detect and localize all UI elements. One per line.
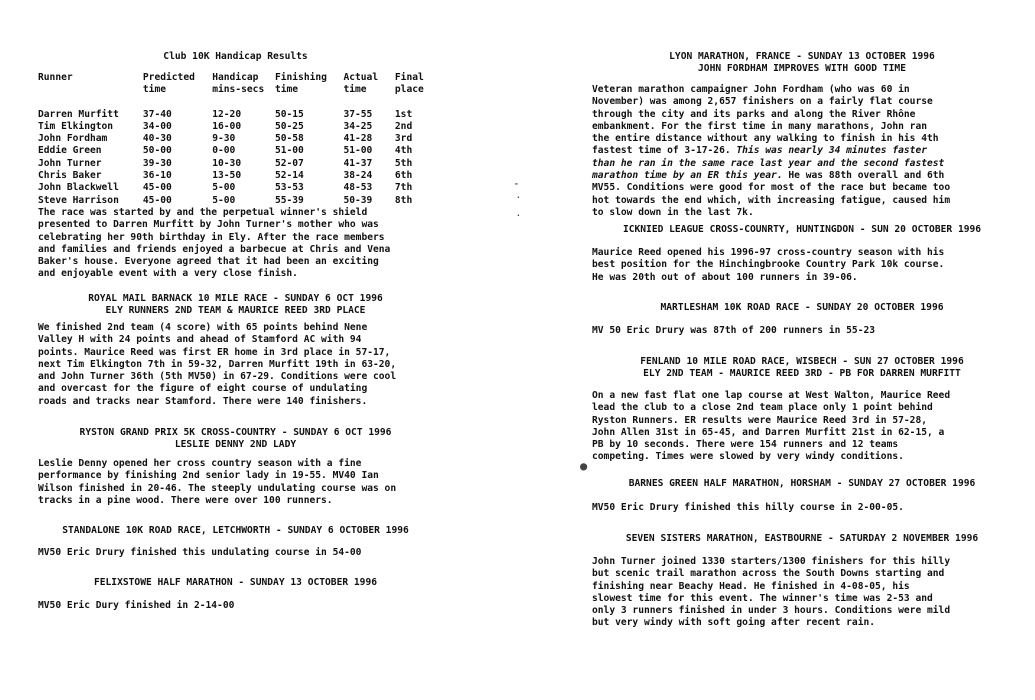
result-cell: 5-00 [212,182,236,194]
result-cell: 34-25 [343,120,373,132]
lyon-heading: LYON MARATHON, FRANCE - SUNDAY 13 OCTOBER 1996 JOHN FORDHAM IMPROVES WITH GOOD TIME [669,51,935,75]
result-cell: 41-28 [343,133,373,145]
handicap-title: Club 10K Handicap Results [163,51,308,62]
result-cell: 39-30 [142,157,172,169]
ink-blot: ● [580,459,588,473]
table-row [38,182,433,194]
result-cell: 7th [394,182,413,194]
result-cell: 50-00 [142,145,172,157]
result-cell: 51-00 [274,145,304,157]
result-cell: 37-55 [343,108,373,120]
header-handicap: Handicap mins-secs [212,72,265,96]
table-row [38,145,433,157]
result-cell: 40-30 [142,133,172,145]
martlesham-paragraph: MV 50 Eric Drury was 87th of 200 runners in 55-23 [592,325,876,336]
result-cell: 3rd [394,133,413,145]
standalone-heading: STANDALONE 10K ROAD RACE, LETCHWORTH - SUNDAY 6 OCTOBER 1996 [62,525,409,536]
result-cell: 36-10 [142,170,172,182]
icknield-paragraph: Maurice Reed opened his 1996-97 cross-country season with his best position for the Hinchingbrooke Country Park 10k course. He was 20th out of about 100 runners in 39-06. [592,247,945,283]
table-row [38,170,433,182]
result-cell: 41-37 [343,157,373,169]
martlesham-heading: MARTLESHAM 10K ROAD RACE - SUNDAY 20 OCTOBER 1996 [660,302,944,313]
header-predicted: Predicted time [142,72,195,96]
barnes-heading: BARNES GREEN HALF MARATHON, HORSHAM - SUNDAY 27 OCTOBER 1996 [628,478,976,489]
runner-name-cell: Eddie Green [38,145,102,157]
result-cell: 10-30 [212,157,242,169]
result-cell: 50-39 [343,194,373,206]
result-cell: 1st [394,108,413,120]
result-cell: 48-53 [343,182,373,194]
felixstowe-paragraph: MV50 Eric Dury finished in 2-14-00 [38,600,235,611]
sisters-heading: SEVEN SISTERS MARATHON, EASTBOURNE - SATURDAY 2 NOVEMBER 1996 [625,533,979,544]
scan-mark: · [516,193,521,202]
result-cell: 52-07 [274,157,304,169]
result-cell: 12-20 [212,108,242,120]
result-cell: 37-40 [142,108,172,120]
barnes-paragraph: MV50 Eric Drury finished this hilly course in 2-00-05. [592,502,904,513]
fenland-paragraph: On a new fast flat one lap course at West Walton, Maurice Reed lead the club to a close 2nd team place only 1 point behind Ryston Runners. ER results were Maurice Reed 3rd in 57-28, John Allen 31st in 65-45, and Darren Murfitt 21st in 62-15, a PB by 10 seconds. There were 154 runners and 12 teams competing. Times were slowed by very windy conditions. [592,390,951,463]
runner-name-cell: Darren Murfitt [38,108,119,120]
header-place: Final place [394,72,424,96]
runner-name-cell: John Turner [38,157,102,169]
standalone-paragraph: MV50 Eric Drury finished this undulating course in 54-00 [38,547,362,558]
result-cell: 45-00 [142,182,172,194]
result-cell: 9-30 [212,133,236,145]
result-cell: 0-00 [212,145,236,157]
result-cell: 5-00 [212,194,236,206]
header-finishing: Finishing time [274,72,327,96]
result-cell: 16-00 [212,120,242,132]
result-cell: 45-00 [142,194,172,206]
handicap-results-table [38,72,433,207]
runner-name-cell: Chris Baker [38,170,102,182]
result-cell: 8th [394,194,413,206]
icknield-heading: ICKNIED LEAGUE CROSS-COUNRTY, HUNTINGDON - SUN 20 OCTOBER 1996 [622,224,982,235]
result-cell: 51-00 [343,145,373,157]
barnack-paragraph: We finished 2nd team (4 score) with 65 points behind Nene Valley H with 24 points and ahead of Stamford AC with 94 points. Maurice Reed was first ER home in 3rd place in 57-17, next Tim Elkington 7th in 59-32, Darren Murfitt 19th in 63-20, and John Turner 36th (5th MV50) in 67-29. Conditions were cool and overcast for the figure of eight course of undulating roads and tracks near Stamford. There were 140 finishers. [38,322,397,407]
runner-name-cell: John Fordham [38,133,108,145]
table-row [38,133,433,145]
result-cell: 2nd [394,120,413,132]
table-header-row [38,72,433,97]
runner-name-cell: Steve Harrison [38,194,119,206]
result-cell: 55-39 [274,194,304,206]
runner-name-cell: Tim Elkington [38,120,114,132]
fenland-heading: FENLAND 10 MILE ROAD RACE, WISBECH - SUN 27 OCTOBER 1996 ELY 2ND TEAM - MAURICE REED 3RD - PB FOR DARREN MURFITT [640,356,964,380]
result-cell: 53-53 [274,182,304,194]
ryston-paragraph: Leslie Denny opened her cross country season with a fine performance by finishing 2nd senior lady in 19-55. MV40 Ian Wilson finished in 20-46. The steeply undulating course was on tracks in a pine wood. There were over 100 runners. [38,458,397,506]
barnack-heading: ROYAL MAIL BARNACK 10 MILE RACE - SUNDAY 6 OCT 1996 ELY RUNNERS 2ND TEAM & MAURICE REED 3RD PLACE [88,293,383,317]
header-actual: Actual time [343,72,379,96]
header-runner: Runner [38,72,73,83]
scan-mark: · [516,211,521,220]
result-cell: 52-14 [274,170,304,182]
scan-mark: - [514,179,519,188]
table-row [38,109,433,121]
result-cell: 50-58 [274,133,304,145]
lyon-paragraph: Veteran marathon campaigner John Fordham (who was 60 in November) was among 2,657 finishers on a fairly flat course through the city and its parks and along the River Rhône embankment. For the first time in many marathons, John ran the entire distance without any walking to finish in his 4th fastest time of 3-17-26. This was nearly 34 minutes faster than he ran in the same race last year and the second fastest marathon time by an ER this year. He was 88th overall and 6th MV55. Conditions were good for most of the race but became too hot towards the end which, with increasing fatigue, caused him to slow down in the last 7k. [592,84,951,218]
result-cell: 50-25 [274,120,304,132]
result-cell: 13-50 [212,170,242,182]
result-cell: 4th [394,145,413,157]
table-row [38,195,433,207]
sisters-paragraph: John Turner joined 1330 starters/1300 finishers for this hilly but scenic trail marathon across the South Downs starting and finishing near Beachy Head. He finished in 4-08-05, his slowest time for this event. The winner's time was 2-53 and only 3 runners finished in under 3 hours. Conditions were mild but very windy with soft going after recent rain. [592,556,951,629]
table-row [38,121,433,133]
handicap-paragraph: The race was started by and the perpetual winner's shield presented to Darren Murfitt by John Turner's mother who was celebrating her 90th birthday in Ely. After the race members and families and friends enjoyed a barbecue at Chris and Vena Baker's house. Everyone agreed that it had been an exciting and enjoyable event with a very close finish. [38,207,391,280]
ryston-heading: RYSTON GRAND PRIX 5K CROSS-COUNTRY - SUNDAY 6 OCT 1996 LESLIE DENNY 2ND LADY [79,427,392,451]
result-cell: 38-24 [343,170,373,182]
felixstowe-heading: FELIXSTOWE HALF MARATHON - SUNDAY 13 OCTOBER 1996 [93,577,378,588]
result-cell: 34-00 [142,120,172,132]
runner-name-cell: John Blackwell [38,182,119,194]
table-row [38,158,433,170]
result-cell: 5th [394,157,413,169]
result-cell: 50-15 [274,108,304,120]
result-cell: 6th [394,170,413,182]
